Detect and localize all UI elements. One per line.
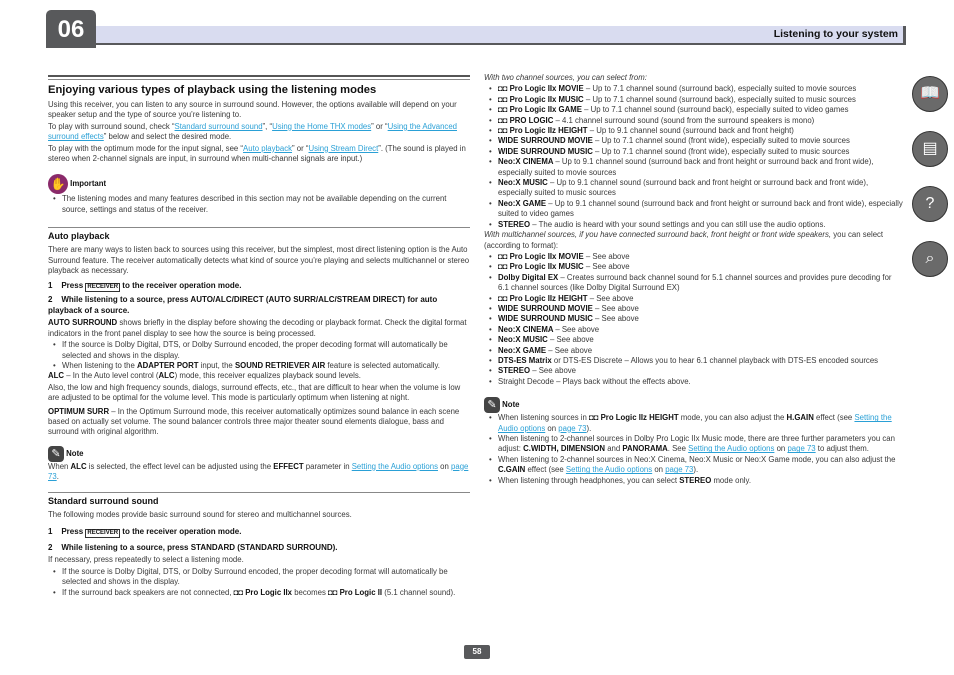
link-home-thx[interactable]: Using the Home THX modes (272, 121, 372, 131)
note-label: Note (502, 400, 520, 410)
mode-term: Pro Logic IIx MOVIE (509, 84, 586, 94)
mode-item (498, 84, 904, 94)
mode-desc: – Up to 9.1 channel sound (surround back and front height) (589, 126, 794, 136)
mode-term: Pro Logic IIx MUSIC (509, 262, 586, 272)
heading-auto-playback: Auto playback (48, 231, 110, 242)
left-column (48, 75, 470, 598)
mode-term: Neo:X GAME (498, 198, 549, 208)
mode-item (498, 147, 904, 157)
important-box (48, 174, 470, 215)
note-pencil-icon: ✎ (48, 446, 64, 462)
mode-desc: – See above (549, 335, 594, 345)
mode-desc: – See above (555, 324, 600, 334)
mode-desc: – See above (532, 366, 577, 376)
mode-term: STEREO (498, 366, 533, 376)
mode-desc: – Up to 7.1 channel sound (surround back), especially suited to movie sources (585, 84, 857, 94)
auto-note-text: When ALC is selected, the effect level can be adjusted using the EFFECT parameter in Setting the Audio options on page 73. (48, 461, 469, 482)
mode-item (498, 95, 904, 105)
alc-more: Also, the low and high frequency sounds, dialogs, surround effects, etc., that are difficult to hear when the volume is low are adjusted to be optimal for the volume level. This mode is particularly optimum when listening at night. (48, 382, 461, 403)
index-icon[interactable]: ⌕ (912, 241, 948, 277)
mode-desc: – Up to 7.1 channel sound (front wide), especially suited to music sources (595, 146, 850, 156)
mode-item (498, 105, 904, 115)
dolby-logo-icon: ◘◘ (498, 262, 510, 272)
mode-term: Neo:X GAME (498, 345, 549, 355)
mode-term: STEREO (498, 219, 533, 229)
auto-note-box (48, 446, 470, 483)
auto-body: There are many ways to listen back to sources using this receiver, but the simplest, most direct listening option is the Auto Surround feature. The receiver automatically detects what kind of source you’re playing and selects multichannel or stereo playback as necessary. (48, 245, 470, 276)
mode-term: WIDE SURROUND MUSIC (498, 314, 596, 324)
mode-desc: – Up to 9.1 channel sound (surround back and front height or surround back and front wide), especially suited to movie sources (498, 157, 874, 177)
header-end-mark (903, 26, 906, 45)
std-body: The following modes provide basic surround sound for stereo and multichannel sources. (48, 509, 352, 519)
title-rule-thin (48, 79, 470, 80)
mode-desc: – The audio is heard with your sound settings and you can still use the audio options. (532, 219, 826, 229)
mode-item (498, 178, 904, 199)
mode-desc: – See above (585, 251, 630, 261)
book-icon[interactable]: 📖 (912, 76, 948, 112)
mode-desc: – See above (585, 262, 630, 272)
auto-bullet-2: • When listening to the ADAPTER PORT input, the SOUND RETRIEVER AIR feature is selected automatically. (62, 361, 470, 371)
mode-term: PRO LOGIC (509, 115, 556, 125)
mode-term: WIDE SURROUND MUSIC (498, 146, 596, 156)
link-page-73[interactable]: page 73 (665, 465, 694, 475)
mode-term: Neo:X MUSIC (498, 178, 550, 188)
note-pencil-icon: ✎ (484, 397, 500, 413)
mode-desc: Straight Decode – Plays back without the effects above. (498, 376, 691, 386)
mode-item (498, 157, 904, 178)
mode-desc: – 4.1 channel surround sound (sound from the surround speakers is mono) (555, 115, 815, 125)
multi-intro: With multichannel sources, if you have connected surround back, front height or front wide speakers, you can select (according to format): (484, 230, 884, 250)
remote-icon[interactable]: ▤ (912, 131, 948, 167)
mode-item (498, 136, 904, 146)
mode-item (498, 314, 904, 324)
link-page-73[interactable]: page 73 (787, 444, 816, 454)
auto-step-1: 1 Press RECEIVER to the receiver operation mode. (48, 281, 242, 291)
two-channel-mode-list (484, 84, 904, 230)
page-title: Enjoying various types of playback using the listening modes (48, 84, 377, 96)
section-rule (48, 227, 470, 228)
dolby-logo-icon: ◘◘ (498, 251, 510, 261)
right-note-3: • When listening to 2-channel sources in Neo:X Cinema, Neo:X Music or Neo:X Game mode, you can also adjust the C.GAIN effect (see Setting the Audio options on page 73). (498, 455, 904, 476)
std-step-1: 1 Press RECEIVER to the receiver operation mode. (48, 526, 242, 536)
section-header-bar (96, 26, 906, 45)
link-page-73[interactable]: page 73 (48, 461, 469, 482)
link-audio-options[interactable]: Setting the Audio options (565, 465, 653, 475)
heading-standard-surround: Standard surround sound (48, 495, 159, 506)
alc-desc: ALC – In the Auto level control (ALC) mode, this receiver equalizes playback sound levels. (48, 371, 361, 381)
title-rule (48, 75, 470, 77)
right-note-4: • When listening through headphones, you can select STEREO mode only. (498, 476, 904, 486)
optimum-desc: OPTIMUM SURR – In the Optimum Surround mode, this receiver automatically optimizes sound balance in each scene based on actually set volume. The sound balancer controls three major theater sound elements dialogue, bass and surround with original algorithm. (48, 406, 460, 437)
link-audio-options[interactable]: Setting the Audio options (498, 413, 892, 433)
mode-desc: – See above (589, 293, 634, 303)
mode-desc: – Creates surround back channel sound for 5.1 channel sources and provides pure decoding for 6.1 channel sources (like Dolby Digital Surround EX) (498, 272, 892, 293)
mode-item (498, 220, 904, 230)
important-item: • The listening modes and many features described in this section may not be available depending on the current source, settings and status of the receiver. (62, 194, 470, 215)
important-icon: ✋ (48, 174, 68, 194)
mode-item (498, 294, 904, 304)
dolby-logo-icon: ◘◘ (498, 84, 510, 94)
mode-item (498, 366, 904, 376)
mode-item (498, 252, 904, 262)
mode-term: Neo:X CINEMA (498, 157, 556, 167)
mode-item (498, 126, 904, 136)
std-bullet-1: • If the source is Dolby Digital, DTS, or Dolby Surround encoded, the proper decoding format will automatically be selected and shows in the display. (62, 567, 470, 588)
mode-term: WIDE SURROUND MOVIE (498, 136, 596, 146)
mode-term: Pro Logic IIz HEIGHT (509, 126, 590, 136)
mode-term: Pro Logic IIx GAME (509, 105, 585, 115)
important-label: Important (70, 179, 107, 189)
mode-item (498, 356, 904, 366)
mode-item (498, 199, 904, 220)
side-nav-icons (912, 76, 948, 296)
mode-term: DTS-ES Matrix (498, 355, 554, 365)
auto-bullet-1: • If the source is Dolby Digital, DTS, or Dolby Surround encoded, the proper decoding format will automatically be selected and shows in the display. (62, 340, 470, 361)
link-audio-options[interactable]: Setting the Audio options (688, 444, 775, 454)
page-number: 58 (464, 645, 490, 659)
intro-paragraph: Using this receiver, you can listen to any source in surround sound. However, the options available will depend on your speaker setup and the type of source you’re listening to. (48, 100, 457, 120)
intro-paragraph-links: To play with surround sound, check “Standard surround sound”, “Using the Home THX modes” or “Using the Advanced surround effects” below and select the desired mode. (48, 121, 457, 142)
right-column (484, 73, 904, 486)
mode-desc: – Up to 7.1 channel sound (surround back), especially suited to music sources (585, 94, 856, 104)
mode-desc: – Up to 9.1 channel sound (surround back and front height or surround back and front wide), especially suited to music sources (498, 178, 869, 198)
std-after: If necessary, press repeatedly to select a listening mode. (48, 555, 244, 565)
dolby-logo-icon: ◘◘ (498, 126, 510, 136)
dolby-logo-icon: ◘◘ (498, 105, 510, 115)
mode-desc: – Up to 9.1 channel sound (surround back and front height or surround back and front wide), especially suited to video games (498, 198, 903, 219)
receiver-button-icon: RECEIVER (87, 529, 119, 536)
mode-item (498, 116, 904, 126)
right-note-box (484, 397, 904, 486)
multichannel-mode-list (484, 252, 904, 387)
mode-term: Neo:X CINEMA (498, 324, 556, 334)
dolby-logo-icon: ◘◘ (589, 413, 599, 423)
two-channel-intro: With two channel sources, you can select from: (484, 73, 647, 82)
dolby-logo-icon: ◘◘ (498, 115, 510, 125)
dolby-logo-icon: ◘◘ (498, 293, 510, 303)
mode-desc: or DTS-ES Discrete – Allows you to hear 6.1 channel playback with DTS-ES encoded sources (553, 355, 879, 365)
mode-item (498, 273, 904, 294)
section-rule (48, 492, 470, 493)
mode-term: Pro Logic IIz HEIGHT (509, 293, 590, 303)
link-auto-playback[interactable]: Auto playback (243, 143, 293, 153)
mode-item (498, 325, 904, 335)
link-advanced-surround[interactable]: Using the Advanced surround effects (48, 121, 457, 142)
std-step-2: 2 While listening to a source, press STANDARD (STANDARD SURROUND). (48, 542, 338, 552)
question-icon[interactable]: ? (912, 186, 948, 222)
auto-step-2: 2 While listening to a source, press AUTO/ALC/DIRECT (AUTO SURR/ALC/STREAM DIRECT) for auto playback of a source. (48, 295, 438, 315)
std-bullet-2: • If the surround back speakers are not connected, ◘◘ Pro Logic IIx becomes ◘◘ Pro Logic II (5.1 channel sound). (62, 588, 470, 598)
mode-item (498, 346, 904, 356)
mode-item (498, 304, 904, 314)
mode-item (498, 262, 904, 272)
mode-desc: – See above (595, 303, 639, 313)
auto-surround-desc: AUTO SURROUND shows briefly in the display before showing the decoding or playback format. Check the digital format indicators in the front panel display to see how the source is being processed. (48, 318, 467, 338)
mode-desc: – Up to 7.1 channel sound (front wide), especially suited to movie sources (595, 136, 850, 146)
link-audio-options[interactable]: Setting the Audio options (351, 461, 438, 471)
mode-desc: – See above (595, 314, 639, 324)
note-label: Note (66, 448, 84, 458)
chapter-number: 06 (46, 10, 96, 48)
mode-desc: – See above (548, 345, 593, 355)
mode-item (498, 377, 904, 387)
link-standard-surround[interactable]: Standard surround sound (174, 121, 263, 131)
link-page-73[interactable]: page 73 (558, 423, 587, 433)
mode-term: Pro Logic IIx MOVIE (509, 251, 586, 261)
mode-term: Dolby Digital EX (498, 272, 561, 282)
mode-desc: – Up to 7.1 channel sound (surround back), especially suited to video games (584, 105, 849, 115)
mode-term: WIDE SURROUND MOVIE (498, 303, 596, 313)
dolby-logo-icon: ◘◘ (498, 94, 510, 104)
mode-term: Pro Logic IIx MUSIC (509, 94, 586, 104)
right-note-1: • When listening sources in ◘◘ Pro Logic IIz HEIGHT mode, you can also adjust the H.GAIN effect (see Setting the Audio options on page 73). (498, 413, 904, 434)
dolby-logo-icon: ◘◘ (328, 587, 338, 597)
right-note-2: • When listening to 2-channel sources in Dolby Pro Logic IIx Music mode, there are three further parameters you can adjust: C.WIDTH, DIMENSION and PANORAMA. See Setting the Audio options on page 73 to adjust them. (498, 434, 904, 455)
mode-item (498, 335, 904, 345)
section-title: Listening to your system (773, 28, 898, 40)
link-stream-direct[interactable]: Using Stream Direct (308, 143, 379, 153)
receiver-button-icon: RECEIVER (87, 284, 119, 291)
dolby-logo-icon: ◘◘ (233, 587, 244, 597)
intro-paragraph-optimum: To play with the optimum mode for the input signal, see “Auto playback” or “Using Stream Direct”. (The sound is played in stereo when 2-channel signals are input, in surround when multi-channel signals are input.) (48, 143, 466, 164)
mode-term: Neo:X MUSIC (498, 335, 550, 345)
